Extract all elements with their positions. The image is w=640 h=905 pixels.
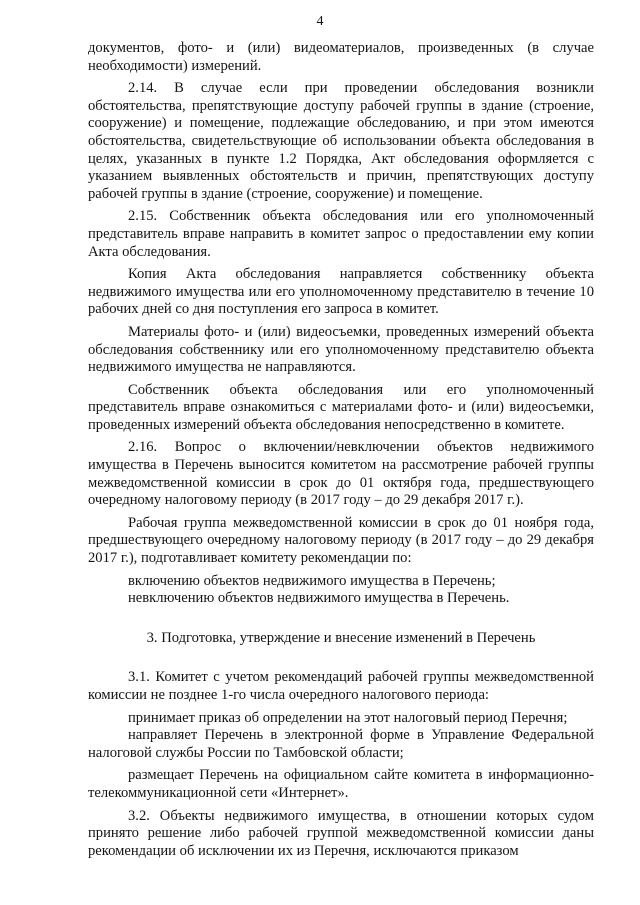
paragraph: 2.15. Собственник объекта обследования или его уполномоченный представитель вправе направить в комитет запрос о предоставлении ему копии Акта обследования.: [88, 208, 594, 260]
paragraph: Рабочая группа межведомственной комиссии в срок до 01 ноября года, предшествующего очередному налоговому периоду (в 2017 году – до 29 декабря 2017 г.), подготавливает комитету рекомендации по:: [88, 514, 594, 567]
paragraph: Материалы фото- и (или) видеосъемки, проведенных измерений объекта обследования собственнику или его уполномоченному представителю объекта недвижимого имущества не направляются.: [88, 323, 594, 376]
page-number: 4: [316, 14, 324, 29]
paragraph: документов, фото- и (или) видеоматериалов, произведенных (в случае необходимости) измерений.: [88, 40, 594, 74]
list-item: направляет Перечень в электронной форме в Управление Федеральной налоговой службы России по Тамбовской области;: [88, 727, 594, 761]
section-heading: 3. Подготовка, утверждение и внесение изменений в Перечень: [146, 629, 536, 646]
list-item: невключению объектов недвижимого имущества в Перечень.: [128, 590, 510, 607]
paragraph: 2.14. В случае если при проведении обследования возникли обстоятельства, препятствующие доступу рабочей группы в здание (строение, сооружение) и помещение, подлежащие обследованию, и при этом имеются обстоятельства, свидетельствующие об использовании объекта обследования в целях, указанных в пункте 1.2 Порядка, Акт обследования оформляется с указанием выявленных обстоятельств и причин, препятствующих доступу рабочей группы в здание (строение, сооружение) и помещение.: [88, 80, 594, 202]
list-item: принимает приказ об определении на этот налоговый период Перечня;: [128, 709, 568, 726]
list-item: размещает Перечень на официальном сайте комитета в информационно-телекоммуникационной сети «Интернет».: [88, 767, 594, 801]
paragraph: Копия Акта обследования направляется собственнику объекта недвижимого имущества или его уполномоченному представителю в течение 10 рабочих дней со дня поступления его запроса в комитет.: [88, 266, 594, 318]
paragraph: Собственник объекта обследования или его уполномоченный представитель вправе ознакомиться с материалами фото- и (или) видеосъемки, проведенных измерений объекта обследования непосредственно в комитете.: [88, 381, 594, 433]
list-item: включению объектов недвижимого имущества в Перечень;: [128, 572, 496, 589]
paragraph: 2.16. Вопрос о включении/невключении объектов недвижимого имущества в Перечень выносится комитетом на рассмотрение рабочей группы межведомственной комиссии в срок до 01 октября года, предшествующего очередному налоговому периоду (в 2017 году – до 29 декабря 2017 г.).: [88, 439, 594, 509]
paragraph: 3.1. Комитет с учетом рекомендаций рабочей группы межведомственной комиссии не позднее 1-го числа очередного налогового периода:: [88, 669, 594, 703]
document-body: [88, 40, 594, 865]
paragraph: 3.2. Объекты недвижимого имущества, в отношении которых судом принято решение либо рабочей группой межведомственной комиссии даны рекомендации об исключении их из Перечня, исключаются приказом: [88, 807, 594, 859]
